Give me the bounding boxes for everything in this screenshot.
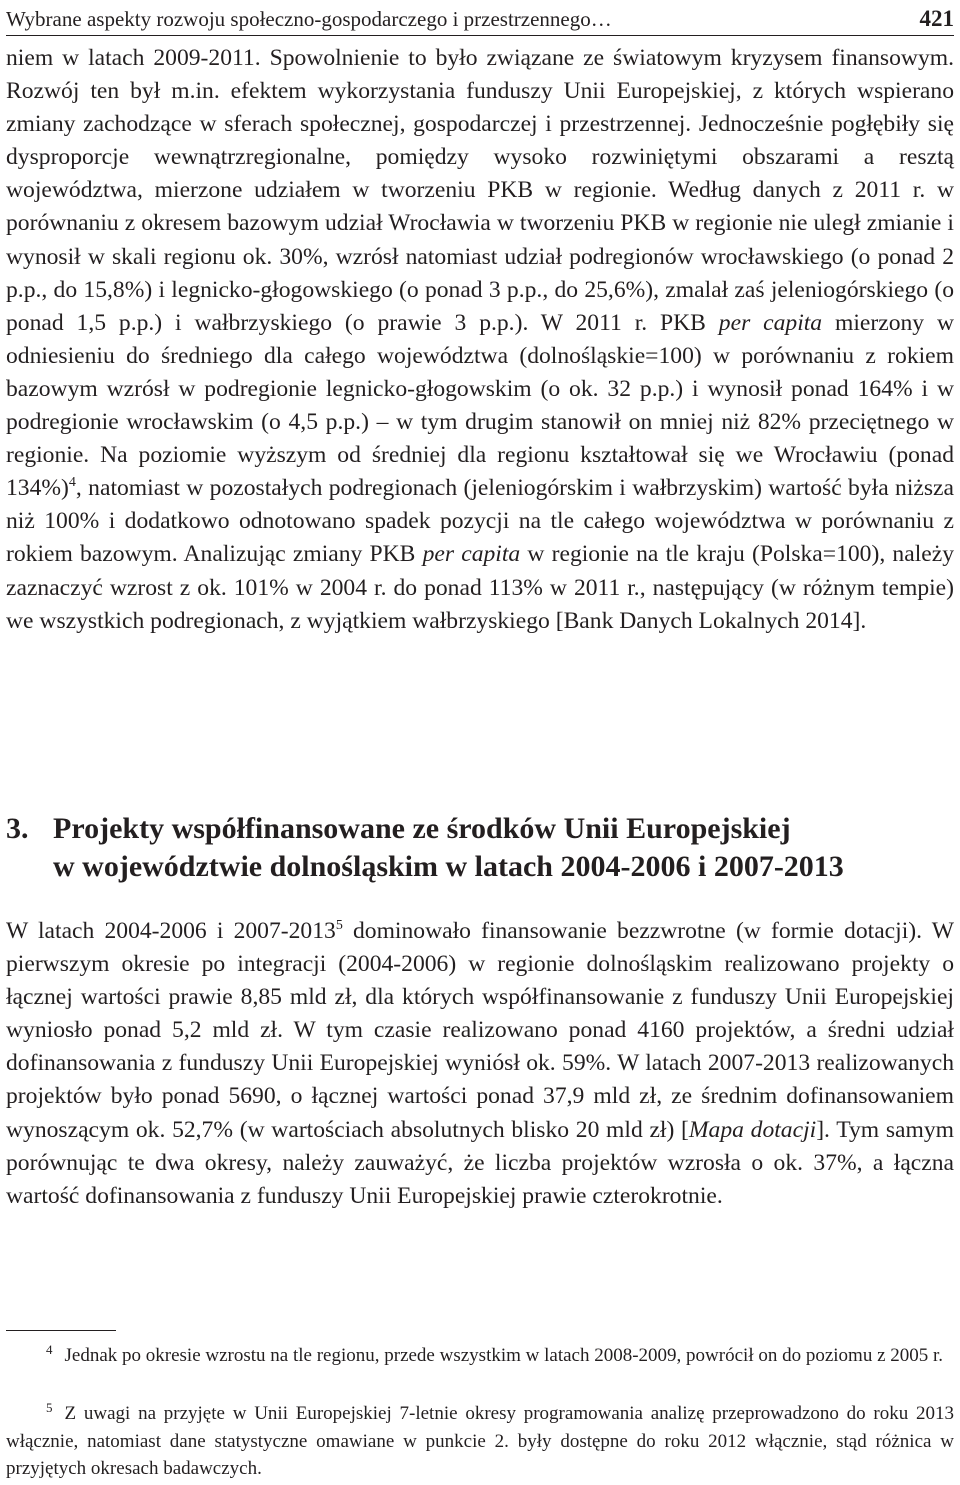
p1-text-a: niem w latach 2009-2011. Spowolnienie to było związane ze światowym kryzysem finansowym. Rozwój ten był m.in. efektem wykorzystania funduszy Unii Europejskiej, z których wspierano zmiany zachodzące w sferach społecznej, gospodarczej i przestrzennej. Jednocześnie pogłębiły się dysproporcje wewnątrzregionalne, pomiędzy wysoko rozwiniętymi obszarami a resztą województwa, mierzone udziałem w tworzeniu PKB w regionie. Według danych z 2011 r. w porównaniu z okresem bazowym udział Wrocławia w tworzeniu PKB w regionie nie uległ zmianie i wynosił w skali regionu ok. 30%, wzrósł natomiast udział podregionów wrocławskiego (o ponad 2 p.p., do 15,8%) i legnicko-głogowskiego (o ponad 3 p.p., do 25,6%), zmalał zaś jeleniogórskiego (o ponad 1,5 p.p.) i wałbrzyskiego (o prawie 3 p.p.). W 2011 r. PKB	[6, 45, 954, 336]
p1-italic-a: per capita	[718, 309, 823, 336]
header-rule	[6, 35, 954, 36]
p2-italic: Mapa dotacji	[688, 1116, 817, 1143]
footnote-ref-5[interactable]: 5	[335, 918, 343, 934]
body-paragraph-2	[6, 915, 954, 1213]
section-number: 3.	[6, 812, 29, 845]
footnote-mark: 5	[46, 1399, 53, 1415]
p2-text-b: dominowało finansowanie bezzwrotne (w formie dotacji). W pierwszym okresie po integracji (2004-2006) w regionie dolnośląskim realizowano projekty o łącznej wartości prawie 8,85 mld zł, dla których współfinansowanie z funduszy Unii Europejskiej wyniosło ponad 5,2 mld zł. W tym czasie realizowano ponad 4160 projektów, a średni udział dofinansowania z funduszy Unii Europejskiej wyniósł ok. 59%. W latach 2007-2013 realizowanych projektów było ponad 5690, o łącznej wartości ponad 37,9 mld zł, ze średnim dofinansowaniem wynoszącym ok. 52,7% (w wartościach absolutnych blisko 20 mld zł) [	[6, 918, 955, 1143]
section-title-line-2: w województwie dolnośląskim w latach 2004-2006 i 2007-2013	[53, 850, 844, 883]
p1-text-b: mierzony w odniesieniu do średniego dla całego województwa (dolnośląskie=100) w porównaniu z rokiem bazowym wzrósł w podregionie legnicko-głogowskim (o ok. 32 p.p.) i wynosił ponad 164% i w podregionie wrocławskim (o 4,5 p.p.) – w tym drugim stanowił on mniej niż 82% przeciętnego w regionie. Na poziomie wyższym od średniej dla regionu kształtował się we Wrocławiu (ponad 134%)	[6, 309, 954, 502]
p1-text-c: , natomiast w pozostałych podregionach (jeleniogórskim i wałbrzyskim) wartość była niższa niż 100% i dodatkowo odnotowano spadek pozycji na tle całego województwa w porównaniu z rokiem bazowym. Analizując zmiany PKB	[6, 475, 954, 568]
footnote-mark: 4	[46, 1341, 53, 1357]
p2-text-c: ]. Tym samym porównując te dwa okresy, należy zauważyć, że liczba projektów wzrosła o ok. 37%, a łączna wartość dofinansowania z funduszy Unii Europejskiej prawie czterokrotnie.	[6, 1116, 954, 1209]
footnote-text: Z uwagi na przyjęte w Unii Europejskiej 7-letnie okresy programowania analizę przeprowadzono do roku 2013 włącznie, natomiast dane statystyczne omawiane w punkcie 2. były dostępne do roku 2012 włącznie, stąd różnica w przyjętych okresach badawczych.	[6, 1403, 954, 1479]
footnote-ref-4[interactable]: 4	[68, 475, 76, 491]
footnote-4	[6, 1342, 954, 1370]
running-header	[6, 4, 954, 34]
p1-italic-b: per capita	[422, 541, 521, 568]
footnote-5	[6, 1400, 954, 1483]
page-number: 421	[919, 6, 954, 31]
footnote-rule	[6, 1330, 116, 1331]
footnote-text: Jednak po okresie wzrostu na tle regionu, przede wszystkim w latach 2008-2009, powrócił on do poziomu z 2005 r.	[64, 1345, 944, 1366]
p2-text-a: W latach 2004-2006 i 2007-2013	[6, 918, 336, 944]
section-title-line-1: Projekty współfinansowane ze środków Unii Europejskiej	[53, 812, 791, 845]
running-title: Wybrane aspekty rozwoju społeczno-gospodarczego i przestrzennego…	[6, 7, 612, 31]
p1-text-d: w regionie na tle kraju (Polska=100), należy zaznaczyć wzrost z ok. 101% w 2004 r. do ponad 113% w 2011 r., następujący (w różnym tempie) we wszystkich podregionach, z wyjątkiem wałbrzyskiego [Bank Danych Lokalnych 2014].	[6, 541, 954, 634]
body-paragraph-1	[6, 42, 954, 638]
